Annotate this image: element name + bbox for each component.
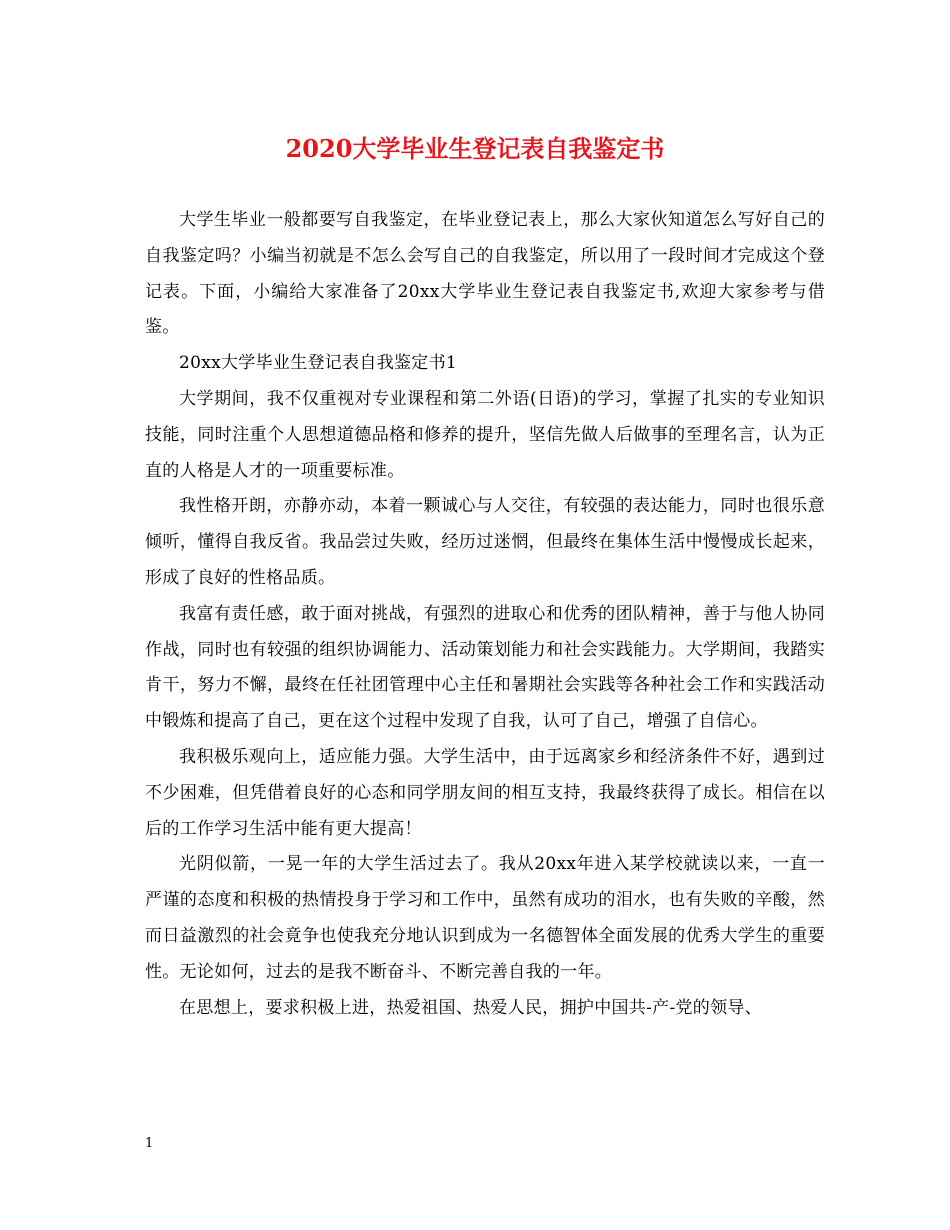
section-heading: 20xx大学毕业生登记表自我鉴定书1 [179, 353, 458, 374]
paragraph-responsibility: 我富有责任感，敢于面对挑战，有强烈的进取心和优秀的团队精神，善于与他人协同作战，同时也有较强的组织协调能力、活动策划能力和社会实践能力。大学期间，我踏实肯干，努力不懈，最终在任社团管理中心主任和暑期社会实践等各种社会工作和实践活动中锻炼和提高了自己，更在这个过程中发现了自我，认可了自己，增强了自信心。 [145, 603, 825, 732]
paragraph-study: 大学期间，我不仅重视对专业课程和第二外语(日语)的学习，掌握了扎实的专业知识技能，同时注重个人思想道德品格和修养的提升，坚信先做人后做事的至理名言，认为正直的人格是人才的一项重要标准。 [145, 388, 825, 481]
paragraph-thought: 在思想上，要求积极上进，热爱祖国、热爱人民，拥护中国共-产-党的领导、 [179, 997, 762, 1018]
document-title: 2020大学毕业生登记表自我鉴定书 [285, 134, 665, 163]
paragraph-personality: 我性格开朗，亦静亦动，本着一颗诚心与人交往，有较强的表达能力，同时也很乐意倾听，懂得自我反省。我品尝过失败，经历过迷惘，但最终在集体生活中慢慢成长起来，形成了良好的性格品质。 [145, 496, 825, 588]
document-body [145, 203, 825, 1026]
page-number: 1 [145, 1136, 154, 1151]
paragraph-optimism: 我积极乐观向上，适应能力强。大学生活中，由于远离家乡和经济条件不好，遇到过不少困难，但凭借着良好的心态和同学朋友间的相互支持，我最终获得了成长。相信在以后的工作学习生活中能有更大提高！ [145, 746, 825, 839]
paragraph-time: 光阴似箭，一晃一年的大学生活过去了。我从20xx年进入某学校就读以来，一直一严谨的态度和积极的热情投身于学习和工作中，虽然有成功的泪水，也有失败的辛酸，然而日益激烈的社会竟争也使我充分地认识到成为一名德智体全面发展的优秀大学生的重要性。无论如何，过去的是我不断奋斗、不断完善自我的一年。 [145, 854, 825, 982]
paragraph-intro: 大学生毕业一般都要写自我鉴定，在毕业登记表上，那么大家伙知道怎么写好自己的自我鉴定吗？小编当初就是不怎么会写自己的自我鉴定，所以用了一段时间才完成这个登记表。下面，小编给大家准备了20xx大学毕业生登记表自我鉴定书,欢迎大家参考与借鉴。 [145, 210, 825, 338]
